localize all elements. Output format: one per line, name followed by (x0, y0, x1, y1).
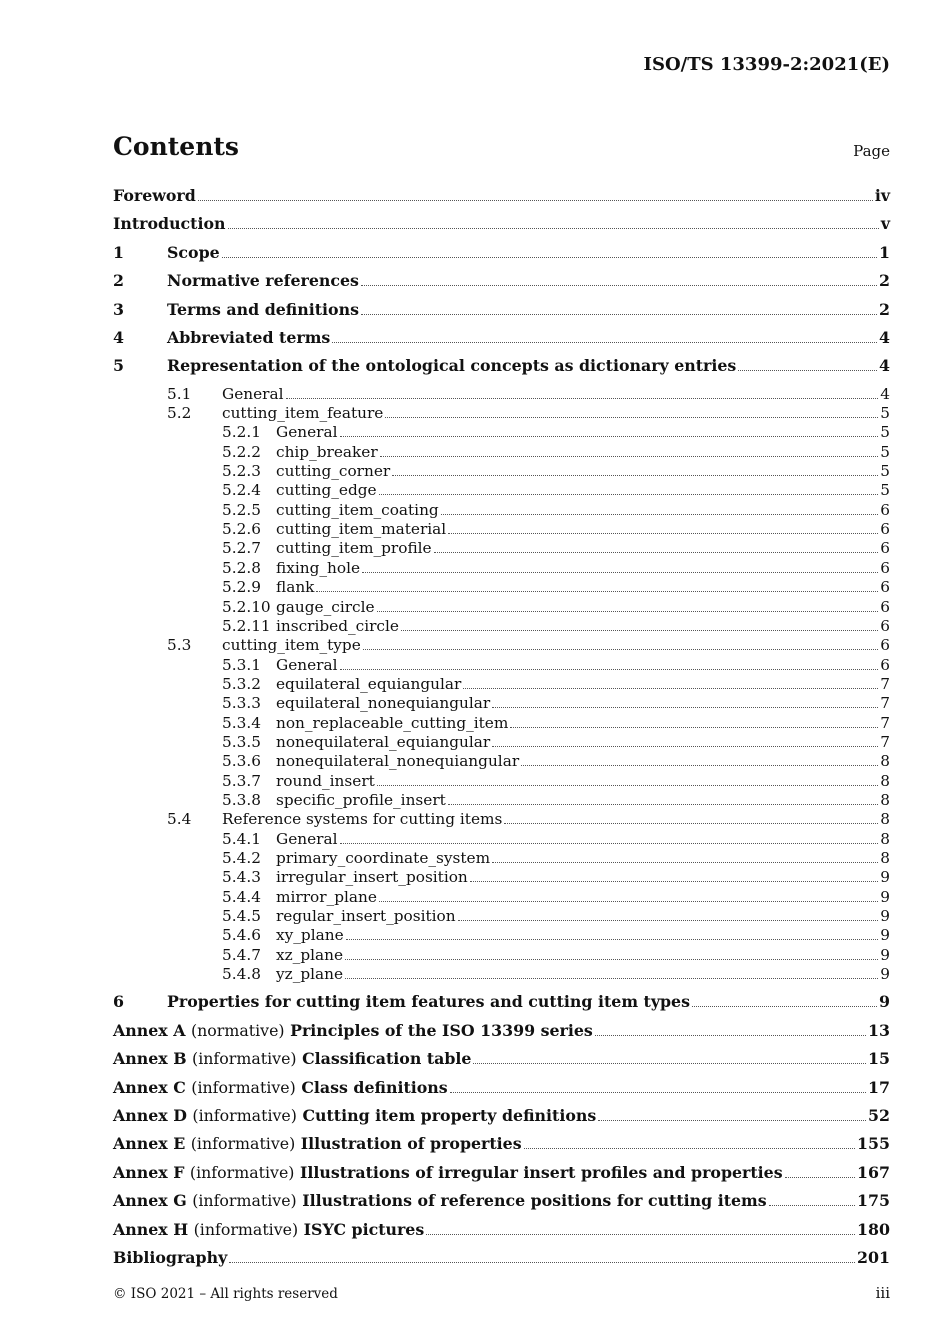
annex-title: Principles of the ISO 13399 series (290, 1020, 593, 1040)
toc-entry-page: 6 (880, 616, 890, 635)
dot-leader (470, 868, 878, 882)
toc-entry[interactable] (113, 1106, 890, 1134)
toc-entry-page: 4 (880, 384, 890, 403)
toc-entry-title: General (276, 655, 338, 674)
toc-entry[interactable] (113, 965, 890, 984)
dot-leader (426, 1220, 855, 1234)
toc-entry-title (113, 1220, 424, 1239)
toc-entry-title: General (276, 423, 338, 442)
toc-entry[interactable] (113, 598, 890, 617)
toc-entry-page: 8 (880, 771, 890, 790)
toc-entry-page: 9 (880, 868, 890, 887)
toc-entry-page: 5 (880, 442, 890, 461)
toc-entry-number: 5.4.2 (222, 848, 261, 867)
toc-entry-title: Introduction (113, 214, 226, 234)
toc-entry-title: equilateral_nonequiangular (276, 694, 491, 713)
dot-leader (379, 481, 879, 495)
table-of-contents (113, 186, 890, 1276)
toc-entry-title: Properties for cutting item features and cutting item types (167, 992, 690, 1012)
dot-leader (401, 617, 878, 631)
toc-entry-title: primary_coordinate_system (276, 848, 491, 867)
toc-entry[interactable] (113, 1191, 890, 1219)
dot-leader (521, 752, 878, 766)
toc-entry-title: mirror_plane (276, 887, 377, 906)
toc-entry-page: 6 (880, 539, 890, 558)
dot-leader (692, 993, 877, 1007)
annex-kind: (informative) (192, 1049, 297, 1069)
toc-entry-number: 3 (113, 299, 124, 319)
toc-entry-title (113, 1106, 596, 1125)
toc-entry-page: 5 (880, 423, 890, 442)
annex-label: Annex B (113, 1049, 187, 1069)
annex-title: ISYC pictures (303, 1219, 425, 1239)
toc-entry[interactable] (113, 186, 890, 214)
toc-entry-page: 9 (879, 992, 890, 1012)
toc-entry[interactable] (113, 888, 890, 907)
toc-entry-title: non_replaceable_cutting_item (276, 713, 509, 732)
toc-entry-page: 5 (880, 404, 890, 423)
annex-title: Illustrations of irregular insert profiles and properties (299, 1162, 783, 1182)
toc-entry-number: 5.1 (167, 384, 192, 403)
toc-entry-number: 5.2 (167, 404, 192, 423)
toc-entry-number: 5.4.8 (222, 965, 261, 984)
toc-entry-title: General (276, 829, 338, 848)
annex-label: Annex A (113, 1020, 186, 1040)
dot-leader (377, 772, 878, 786)
toc-entry-title: cutting_corner (276, 462, 391, 481)
toc-entry[interactable] (113, 539, 890, 558)
toc-entry[interactable] (113, 772, 890, 791)
toc-entry-page: 7 (880, 674, 890, 693)
toc-entry-page: 167 (857, 1162, 890, 1182)
dot-leader (769, 1192, 855, 1206)
toc-entry[interactable] (113, 1078, 890, 1106)
toc-entry[interactable] (113, 1049, 890, 1077)
toc-entry-title (113, 1134, 522, 1153)
toc-entry-page: 4 (879, 327, 890, 347)
toc-entry-page: 6 (880, 597, 890, 616)
toc-entry-number: 5.2.4 (222, 481, 261, 500)
toc-entry[interactable] (113, 675, 890, 694)
toc-entry[interactable] (113, 423, 890, 442)
toc-entry[interactable] (113, 1248, 890, 1276)
toc-entry-title: yz_plane (276, 965, 344, 984)
dot-leader (458, 907, 879, 921)
dot-leader (316, 578, 878, 592)
toc-entry[interactable] (113, 617, 890, 636)
toc-entry[interactable] (113, 810, 890, 829)
toc-entry-page: 15 (868, 1049, 890, 1069)
dot-leader (332, 329, 877, 343)
annex-title: Classification table (302, 1049, 472, 1069)
toc-entry[interactable] (113, 1163, 890, 1191)
toc-entry-page: 5 (880, 462, 890, 481)
dot-leader (380, 443, 879, 457)
toc-entry-title: xy_plane (276, 926, 344, 945)
toc-entry-title: chip_breaker (276, 442, 378, 461)
toc-entry-title (113, 1021, 593, 1040)
toc-entry-page: 8 (880, 810, 890, 829)
toc-entry-title: round_insert (276, 771, 375, 790)
dot-leader (385, 404, 878, 418)
annex-title: Illustrations of reference positions for cutting items (302, 1191, 767, 1211)
dot-leader (441, 501, 879, 515)
toc-entry-number: 5.2.5 (222, 500, 261, 519)
dot-leader (345, 965, 878, 979)
toc-entry[interactable] (113, 328, 890, 356)
toc-entry-number: 2 (113, 271, 124, 291)
dot-leader (229, 1248, 855, 1262)
toc-entry[interactable] (113, 714, 890, 733)
annex-label: Annex F (113, 1162, 185, 1182)
toc-entry-page: 9 (880, 887, 890, 906)
dot-leader (785, 1163, 855, 1177)
toc-entry-page: 6 (880, 520, 890, 539)
toc-entry[interactable] (113, 926, 890, 945)
dot-leader (504, 810, 878, 824)
dot-leader (340, 830, 879, 844)
toc-entry-page: iv (874, 186, 890, 205)
annex-kind: (informative) (190, 1134, 296, 1154)
toc-entry[interactable] (113, 404, 890, 423)
annex-label: Annex C (113, 1077, 186, 1097)
toc-entry[interactable] (113, 271, 890, 299)
toc-entry-page: 9 (880, 945, 890, 964)
dot-leader (392, 462, 878, 476)
toc-entry-title: cutting_item_material (276, 520, 447, 539)
dot-leader (363, 636, 878, 650)
dot-leader (598, 1107, 866, 1121)
toc-entry-title: regular_insert_position (276, 907, 456, 926)
dot-leader (362, 559, 878, 573)
toc-entry-number: 5.4.5 (222, 907, 261, 926)
toc-entry-number: 5.4 (167, 810, 192, 829)
toc-entry-number: 5.4.6 (222, 926, 261, 945)
toc-entry-number: 5.3.3 (222, 694, 261, 713)
toc-entry[interactable] (113, 694, 890, 713)
toc-entry-title: Reference systems for cutting items (222, 810, 503, 829)
dot-leader (434, 539, 879, 553)
toc-entry-page: 7 (880, 694, 890, 713)
toc-entry-title: cutting_item_feature (222, 404, 384, 423)
toc-entry-number: 5 (113, 356, 124, 376)
dot-leader (222, 243, 877, 257)
toc-entry-number: 5.4.1 (222, 829, 261, 848)
toc-entry-page: 201 (857, 1247, 890, 1267)
toc-entry[interactable] (113, 791, 890, 810)
toc-entry-number: 5.2.11 (222, 616, 271, 635)
dot-leader (463, 675, 878, 689)
toc-entry-number: 4 (113, 327, 124, 347)
annex-kind: (normative) (190, 1020, 285, 1040)
toc-entry[interactable] (113, 733, 890, 752)
annex-kind: (informative) (192, 1105, 297, 1125)
dot-leader (346, 926, 879, 940)
dot-leader (473, 1050, 866, 1064)
toc-entry-title: inscribed_circle (276, 616, 399, 635)
dot-leader (492, 849, 878, 863)
toc-entry-number: 5.4.4 (222, 887, 261, 906)
toc-entry[interactable] (113, 1021, 890, 1049)
toc-entry-title: flank (276, 578, 315, 597)
toc-entry-number: 5.2.2 (222, 442, 261, 461)
toc-entry-title: gauge_circle (276, 597, 375, 616)
page-title: Contents (113, 132, 240, 161)
dot-leader (340, 656, 879, 670)
toc-entry-page: 8 (880, 829, 890, 848)
toc-entry-title: Bibliography (113, 1247, 228, 1267)
dot-leader (345, 946, 878, 960)
toc-entry[interactable] (113, 656, 890, 675)
toc-entry[interactable] (113, 849, 890, 868)
toc-entry-page: 52 (868, 1105, 890, 1125)
toc-entry-number: 5.2.1 (222, 423, 261, 442)
dot-leader (361, 300, 877, 314)
dot-leader (492, 694, 878, 708)
annex-label: Annex E (113, 1134, 186, 1154)
toc-entry-page: 6 (880, 500, 890, 519)
annex-kind: (informative) (189, 1162, 295, 1182)
dot-leader (198, 187, 873, 201)
toc-entry-page: 8 (880, 848, 890, 867)
toc-entry-number: 5.3.1 (222, 655, 261, 674)
toc-entry[interactable] (113, 385, 890, 404)
toc-entry[interactable] (113, 462, 890, 481)
toc-entry[interactable] (113, 907, 890, 926)
toc-entry-page: 1 (879, 242, 890, 262)
toc-entry-title (113, 1078, 448, 1097)
toc-entry[interactable] (113, 300, 890, 328)
toc-entry-number: 5.3.2 (222, 674, 261, 693)
page-number: iii (875, 1284, 890, 1302)
toc-entry-number: 5.3.4 (222, 713, 261, 732)
dot-leader (377, 598, 879, 612)
dot-leader (448, 791, 878, 805)
dot-leader (361, 272, 877, 286)
annex-label: Annex D (113, 1105, 187, 1125)
toc-entry-page: 6 (880, 558, 890, 577)
toc-entry-title: cutting_item_type (222, 636, 361, 655)
toc-entry-page: v (880, 214, 890, 234)
toc-entry-page: 7 (880, 713, 890, 732)
toc-entry-page: 6 (880, 578, 890, 597)
toc-entry-title: irregular_insert_position (276, 868, 468, 887)
toc-entry[interactable] (113, 578, 890, 597)
toc-entry[interactable] (113, 481, 890, 500)
toc-entry-title: nonequilateral_nonequiangular (276, 752, 520, 771)
dot-leader (228, 215, 879, 229)
toc-entry-number: 1 (113, 242, 124, 262)
toc-entry-page: 2 (879, 299, 890, 319)
toc-entry[interactable] (113, 520, 890, 539)
toc-entry-page: 9 (880, 926, 890, 945)
toc-entry-title (113, 1049, 471, 1068)
toc-entry[interactable] (113, 946, 890, 965)
annex-label: Annex G (113, 1191, 187, 1211)
toc-entry-page: 5 (880, 481, 890, 500)
toc-entry-title: fixing_hole (276, 558, 361, 577)
dot-leader (595, 1021, 866, 1035)
toc-entry-page: 13 (868, 1020, 890, 1040)
toc-entry-title: Normative references (167, 271, 359, 291)
annex-title: Illustration of properties (300, 1134, 522, 1154)
toc-entry-number: 5.2.9 (222, 578, 261, 597)
toc-entry-title: xz_plane (276, 945, 344, 964)
toc-entry-page: 155 (857, 1134, 890, 1154)
toc-entry-title: Scope (167, 242, 220, 262)
toc-entry-page: 17 (868, 1077, 890, 1097)
toc-entry-page: 175 (857, 1191, 890, 1211)
toc-entry-number: 5.3.6 (222, 752, 261, 771)
toc-entry-number: 5.4.3 (222, 868, 261, 887)
toc-entry-title (113, 1163, 783, 1182)
annex-kind: (informative) (192, 1191, 297, 1211)
annex-kind: (informative) (191, 1077, 296, 1097)
toc-entry[interactable] (113, 868, 890, 887)
copyright-notice: © ISO 2021 – All rights reserved (113, 1286, 338, 1302)
toc-entry-page: 2 (879, 271, 890, 291)
toc-entry-page: 8 (880, 752, 890, 771)
toc-entry-title: Representation of the ontological concepts as dictionary entries (167, 356, 737, 376)
toc-entry-number: 6 (113, 992, 124, 1012)
document-id: ISO/TS 13399-2:2021(E) (643, 54, 890, 75)
toc-entry-page: 8 (880, 790, 890, 809)
dot-leader (492, 733, 878, 747)
toc-entry[interactable] (113, 443, 890, 462)
toc-entry-title: cutting_item_coating (276, 500, 439, 519)
toc-entry-title: Terms and definitions (167, 299, 359, 319)
toc-entry[interactable] (113, 1220, 890, 1248)
toc-entry-number: 5.2.6 (222, 520, 261, 539)
toc-entry[interactable] (113, 1134, 890, 1162)
page-column-label: Page (853, 142, 890, 160)
toc-entry[interactable] (113, 992, 890, 1020)
toc-entry[interactable] (113, 214, 890, 242)
toc-entry-number: 5.3.5 (222, 732, 261, 751)
dot-leader (448, 520, 878, 534)
dot-leader (379, 888, 878, 902)
toc-entry-title: cutting_edge (276, 481, 377, 500)
dot-leader (510, 714, 878, 728)
toc-entry[interactable] (113, 752, 890, 771)
toc-entry-title: General (222, 384, 284, 403)
dot-leader (738, 357, 877, 371)
toc-entry-title: specific_profile_insert (276, 790, 446, 809)
toc-entry-page: 7 (880, 732, 890, 751)
toc-entry-page: 180 (857, 1219, 890, 1239)
toc-entry-number: 5.2.3 (222, 462, 261, 481)
dot-leader (340, 423, 879, 437)
toc-entry-page: 9 (880, 907, 890, 926)
toc-entry-number: 5.4.7 (222, 945, 261, 964)
annex-label: Annex H (113, 1219, 189, 1239)
toc-entry[interactable] (113, 830, 890, 849)
dot-leader (524, 1135, 855, 1149)
toc-entry-page: 9 (880, 965, 890, 984)
toc-entry-number: 5.2.10 (222, 597, 271, 616)
toc-entry-title: equilateral_equiangular (276, 674, 462, 693)
toc-entry-title: Abbreviated terms (167, 327, 331, 347)
annex-title: Class definitions (301, 1077, 448, 1097)
toc-entry-number: 5.3.7 (222, 771, 261, 790)
toc-entry[interactable] (113, 243, 890, 271)
toc-entry[interactable] (113, 356, 890, 384)
toc-entry-page: 4 (879, 356, 890, 376)
toc-entry-number: 5.3 (167, 636, 192, 655)
dot-leader (286, 385, 879, 399)
toc-entry-title: cutting_item_profile (276, 539, 432, 558)
toc-entry-title (113, 1191, 767, 1210)
toc-entry[interactable] (113, 636, 890, 655)
annex-title: Cutting item property definitions (302, 1105, 597, 1125)
toc-entry[interactable] (113, 559, 890, 578)
toc-entry-number: 5.3.8 (222, 790, 261, 809)
toc-entry[interactable] (113, 501, 890, 520)
toc-entry-title: nonequilateral_equiangular (276, 732, 491, 751)
toc-entry-page: 6 (880, 636, 890, 655)
dot-leader (450, 1078, 866, 1092)
toc-entry-number: 5.2.8 (222, 558, 261, 577)
toc-entry-title: Foreword (113, 186, 196, 205)
toc-entry-number: 5.2.7 (222, 539, 261, 558)
annex-kind: (informative) (193, 1219, 299, 1239)
toc-entry-page: 6 (880, 655, 890, 674)
